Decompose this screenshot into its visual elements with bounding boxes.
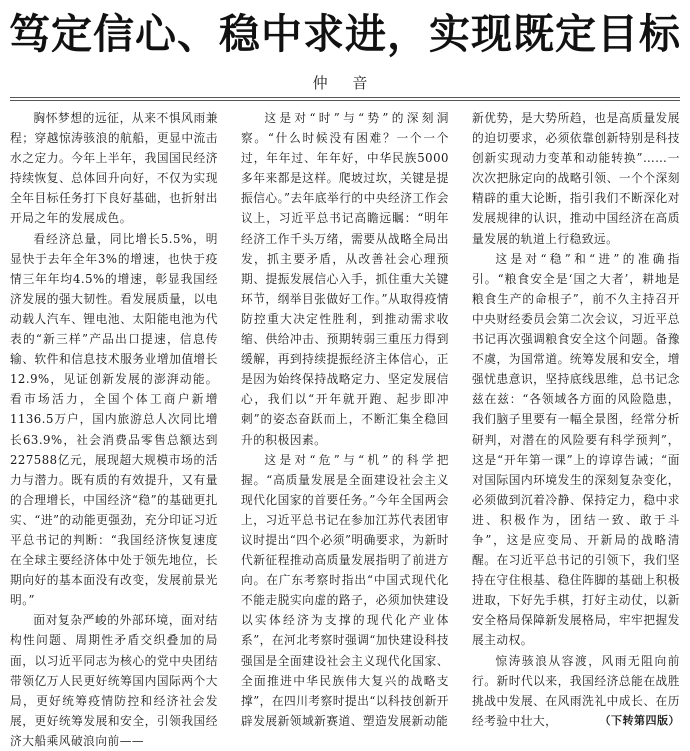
paragraph: 这是对“危”与“机”的科学把握。“高质量发展是全面建设社会主义现代化国家的首要任务。”今年全国两会上，习近平总书记在参加江苏代表团审议时提出“四个必须”明确要求，为新时代新征程推动高质量发展指明了前进方向。在广东考察时指出“中国式现代化不能走脱实向虚的路子，必须加快建设以实体经济为支撑的现代化产业体系”，在河北考察时强调“加快建设科技强国是全面建设社会主义现代化国家、全面推进中华民族伟大复兴的战略支撑”，在四川考察时提出“以科技创新开辟发展新领域新赛道、塑造发展新动能 <box>241 452 449 728</box>
article-column-1 <box>10 108 218 748</box>
paragraph: 这是对“时”与“势”的深刻洞察。“什么时候没有困难？一个一个过，年年过、年年好，中华民族5000多年来都是这样。爬坡过坎，关键是提振信心。”去年底举行的中央经济工作会议上，习近平总书记高瞻远瞩：“明年经济工作千头万绪，需要从战略全局出发，抓主要矛盾，从改善社会心理预期、提振发展信心入手，抓住重大关键环节，纲举目张做好工作。”从取得疫情防控重大决定性胜利，到推动需求收缩、供给冲击、预期转弱三重压力得到缓解，再到持续提振经济主体信心，正是因为始终保持战略定力、坚定发展信心，我们以“开年就开跑、起步即冲刺”的姿态奋跃而上，不断汇集全稳回升的积极因素。 <box>241 111 449 447</box>
paragraph: 胸怀梦想的远征，从来不惧风雨兼程；穿越惊涛骇浪的航船，更显中流击水之定力。今年上半年，我国国民经济持续恢复、总体回升向好，不仅为实现全年目标任务打下良好基础，也折射出开局之年的发展成色。 <box>10 111 218 226</box>
article-column-2 <box>241 108 449 728</box>
paragraph: 新优势，是大势所趋，也是高质量发展的迫切要求，必须依靠创新特别是科技创新实现动力变革和动能转换”……一次次把脉定向的战略引领、一个个深刻精辟的重大论断，指引我们不断深化对发展规律的认识，推动中国经济在高质量发展的轨道上行稳致远。 <box>472 111 680 246</box>
article-byline: 仲 音 <box>312 74 378 92</box>
paragraph: 面对复杂严峻的外部环境，面对结构性问题、周期性矛盾交织叠加的局面，以习近平同志为核心的党中央团结带领亿万人民更好统筹国内国际两个大局，更好统筹疫情防控和经济社会发展，更好统筹发展和安全，引领我国经济大船乘风破浪向前—— <box>10 613 218 748</box>
paragraph: 看经济总量，同比增长5.5%，明显快于去年全年3%的增速，也快于疫情三年年均4.5%的增速，彰显我国经济发展的强大韧性。看发展质量，以电动载人汽车、锂电池、太阳能电池为代表的“新三样”产品出口提速，信息传输、软件和信息技术服务业增加值增长12.9%，见证创新发展的澎湃动能。看市场活力，全国个体工商户新增1136.5万户，国内旅游总人次同比增长63.9%，社会消费品零售总额达到227588亿元，展现超大规模市场的活力与潜力。既有质的有效提升，又有量的合理增长，中国经济“稳”的基础更扎实、“进”的动能更强劲，充分印证习近平总书记的判断：“我国经济恢复速度在全球主要经济体中处于领先地位，长期向好的基本面没有改变，发展前景光明。” <box>10 231 218 608</box>
article-column-3 <box>472 108 680 728</box>
divider-line <box>10 100 680 101</box>
paragraph-text: 惊涛骇浪从容渡，风雨无阻向前行。新时代以来，我国经济总能在战胜挑战中发展、在风雨洗礼中成长、在历经考验中壮大， <box>472 653 680 728</box>
paragraph: 这是对“稳”和“进”的准确指引。“粮食安全是‘国之大者’，耕地是粮食生产的命根子”，前不久主持召开中央财经委员会第二次会议，习近平总书记再次强调粮食安全这个问题。备豫不虞，为国常道。统筹发展和安全，增强忧患意识，坚持底线思维，总书记念兹在兹：“各领域各方面的风险隐患，我们脑子里要有一幅全景图，经常分析研判，对潜在的风险要有科学预判”，这是“开年第一课”上的谆谆告诫；“面对国际国内环境发生的深刻复杂变化，必须做到沉着冷静、保持定力，稳中求进、积极作为，团结一致、敢于斗争”，这是应变局、开新局的战略清醒。在习近平总书记的引领下，我们坚持在守住根基、稳住阵脚的基础上积极进取，下好先手棋，打好主动仗，以新安全格局保障新发展格局，牢牢把握发展主动权。 <box>472 251 680 648</box>
article-headline: 笃定信心、稳中求进，实现既定目标 <box>9 10 681 58</box>
paragraph <box>472 651 680 731</box>
divider-line <box>10 97 680 98</box>
continued-on-page-link[interactable]: （下转第四版） <box>599 713 680 727</box>
